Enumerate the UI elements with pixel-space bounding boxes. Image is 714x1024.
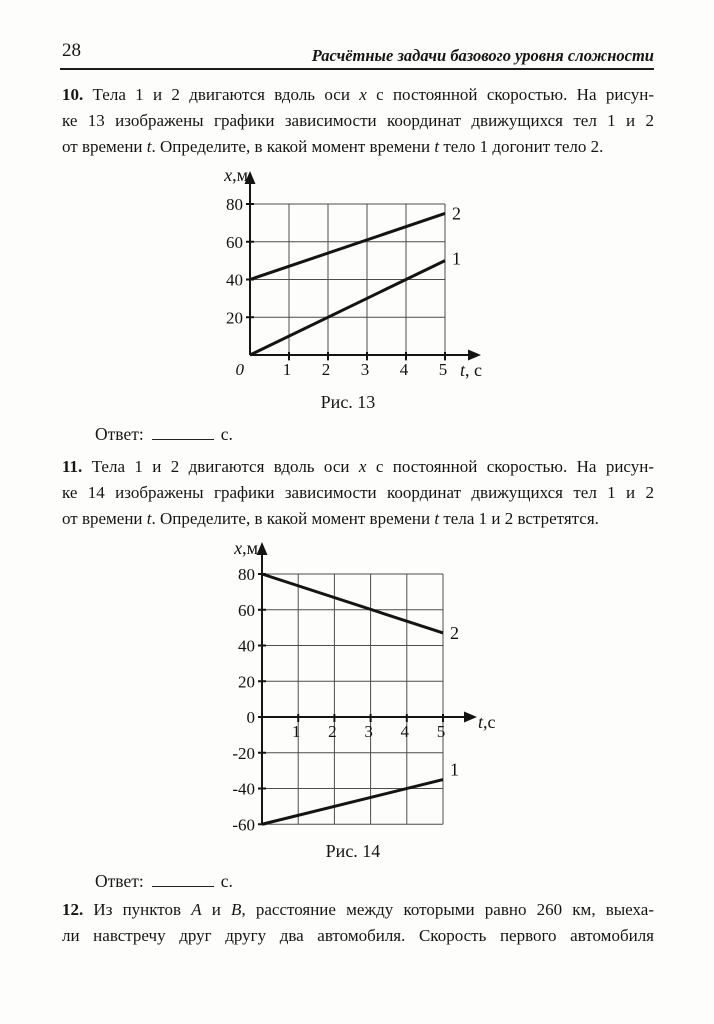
answer-10-prefix: Ответ: [95,424,144,444]
y-axis-label: x,м [224,166,248,185]
problem-12 [62,897,654,949]
x-tick-label: 4 [400,722,410,741]
x-tick-label: 3 [364,722,373,741]
series-line-1 [262,780,443,825]
problem-10-line-2: ке 13 изображены графики зависимости координат движущихся тел 1 и 2 [62,111,654,130]
x-tick-label: 2 [321,360,331,379]
y-tick-label: 60 [238,600,255,620]
y-tick-label: 40 [238,636,255,656]
page-number: 28 [62,40,81,61]
x-tick-label: 1 [282,360,292,379]
x-tick-label: 5 [436,722,446,741]
y-tick-label: -20 [232,743,255,763]
figure-14-caption: Рис. 14 [325,841,381,861]
y-tick-label: 20 [226,308,243,328]
x-axis-arrow [468,350,481,361]
running-header: Расчётные задачи базового уровня сложности [311,46,654,65]
origin-label: 0 [235,360,244,379]
series-label-2: 2 [450,622,459,643]
series-label-2: 2 [452,203,461,224]
y-tick-label: 0 [246,708,255,727]
x-tick-label: 1 [291,722,301,741]
answer-line-10 [95,424,233,445]
problem-10 [62,82,654,160]
y-tick-label: -60 [232,815,255,835]
x-tick-label: 3 [360,360,370,379]
problem-10-line-3: от времени t. Определите, в какой момент времени t тело 1 догонит тело 2. [62,137,604,156]
series-label-1: 1 [452,248,461,269]
x-tick-label: 4 [399,360,409,379]
x-tick-label: 5 [438,360,448,379]
problem-11-line-2: ке 14 изображены графики зависимости координат движущихся тел 1 и 2 [62,483,654,502]
figure-13-caption: Рис. 13 [320,392,376,412]
y-axis-arrow [257,542,268,555]
problem-11-line-3: от времени t. Определите, в какой момент времени t тела 1 и 2 встретятся. [62,509,599,528]
figure-14-chart [218,538,508,840]
problem-11-line-1: 11. Тела 1 и 2 двигаются вдоль оси x с постоянной скоростью. На рисун- [62,457,654,476]
figure-13-chart [208,166,508,392]
y-axis-label: x,м [234,538,258,558]
problem-11 [62,454,654,532]
x-axis-label: t, с [460,360,483,380]
series-line-2 [262,574,443,633]
answer-line-11 [95,871,233,892]
problem-12-line-1: 12. Из пунктов A и B, расстояние между которыми равно 260 км, выеха- [62,900,654,919]
series-label-1: 1 [450,759,459,780]
series-line-2 [250,213,445,279]
x-axis-arrow [464,712,477,723]
x-tick-label: 2 [328,722,337,741]
y-tick-label: 60 [226,232,243,252]
y-tick-label: 20 [238,672,255,692]
x-axis-label: t,с [478,712,496,732]
header-rule [60,68,654,70]
y-tick-label: 40 [226,270,243,290]
answer-10-blank [152,427,214,440]
y-tick-label: -40 [232,779,255,799]
answer-11-prefix: Ответ: [95,871,144,891]
answer-11-suffix: с. [220,871,233,891]
y-tick-label: 80 [238,565,255,584]
answer-10-suffix: с. [220,424,233,444]
problem-12-line-2: ли навстречу друг другу два автомобиля. Скорость первого автомобиля [62,926,654,945]
y-tick-label: 80 [226,195,243,214]
series-line-1 [250,261,445,355]
problem-10-line-1: 10. Тела 1 и 2 двигаются вдоль оси x с постоянной скоростью. На рисун- [62,85,654,104]
answer-11-blank [152,874,214,887]
